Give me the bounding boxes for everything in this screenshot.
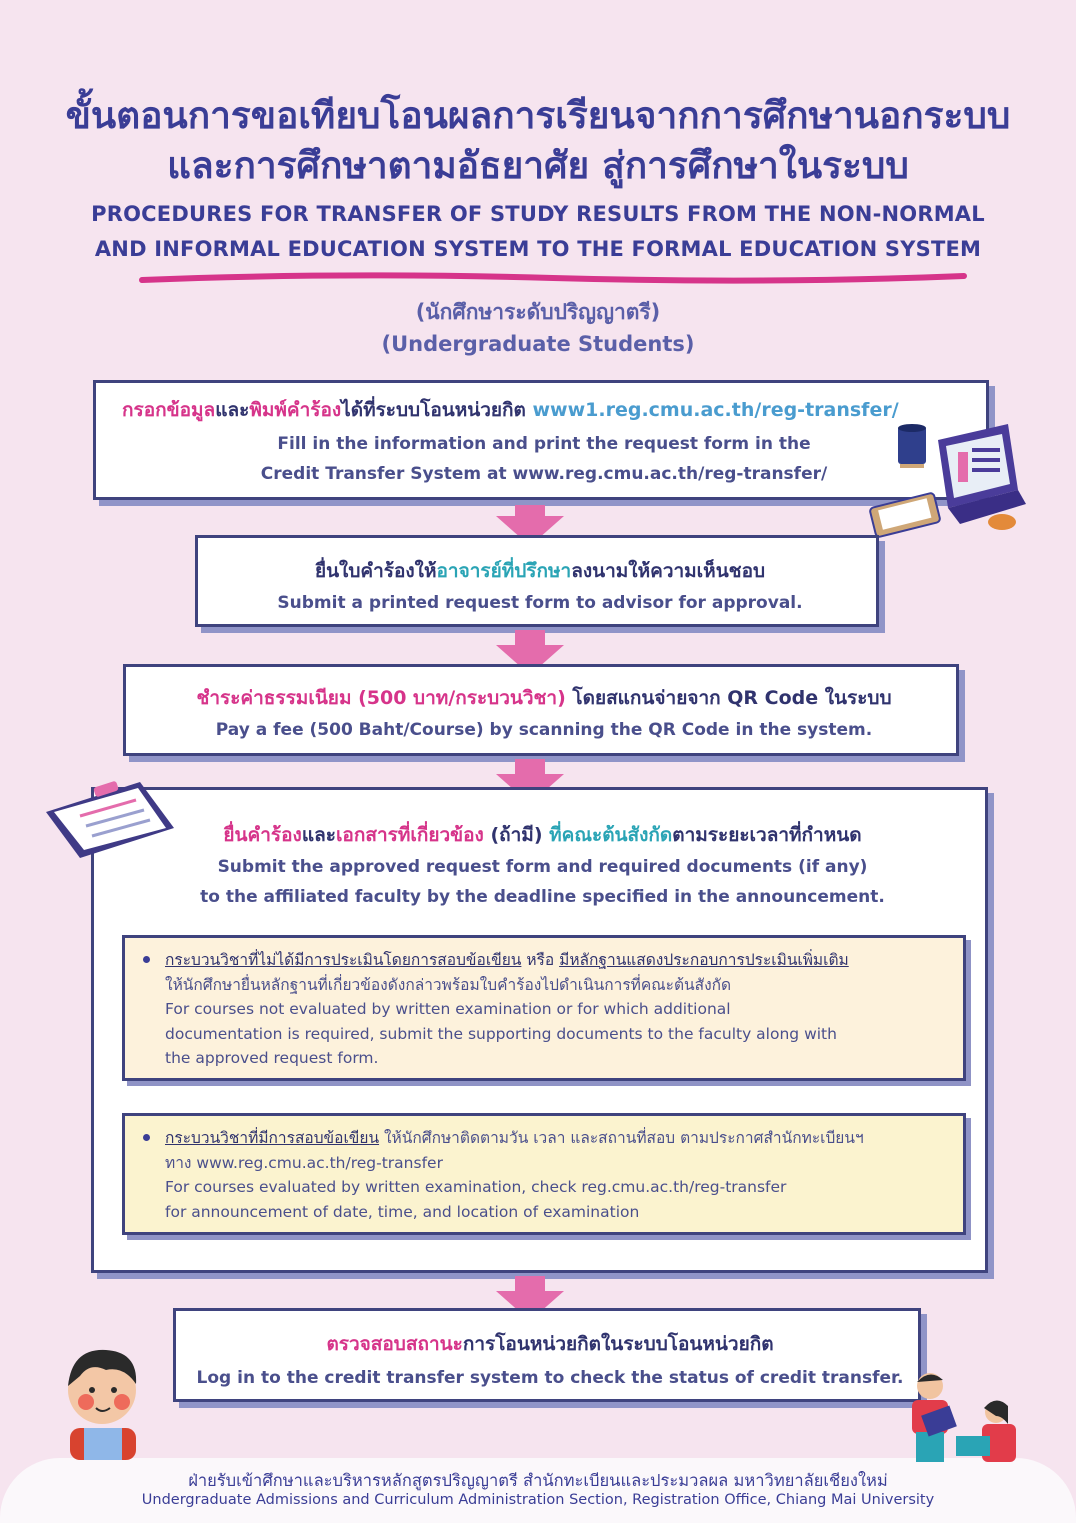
step-4-english-1: Submit the approved request form and required documents (if any) — [217, 857, 868, 877]
step-2-thai — [198, 556, 882, 586]
step-4-if-any: (ถ้ามี) — [483, 824, 550, 846]
child-illustration — [50, 1336, 154, 1460]
step-1-and: และ — [215, 399, 250, 421]
note-2-thai-1: กระบวนวิชาที่มีการสอบข้อเขียน ให้นักศึกษาติดตามวัน เวลา และสถานที่สอบ ตามประกาศสำนักทะเบียนฯ — [165, 1129, 864, 1147]
step-4-and: และ — [301, 824, 336, 846]
step-5-thai — [176, 1329, 924, 1359]
step-4-faculty-text: ที่คณะต้นสังกัด — [549, 824, 673, 846]
note-1-english-2: documentation is required, submit the supporting documents to the faculty along with — [165, 1024, 837, 1043]
note-1-thai-2: ให้นักศึกษายื่นหลักฐานที่เกี่ยวข้องดังกล่าวพร้อมใบคำร้องไปดำเนินการที่คณะต้นสังกัด — [165, 975, 732, 994]
footer-english: Undergraduate Admissions and Curriculum Administration Section, Registration Office, Chiang Mai University — [141, 1492, 935, 1508]
step-4-box — [91, 787, 988, 1273]
step-1-fill-text: กรอกข้อมูล — [122, 399, 216, 421]
clipboard-illustration — [40, 778, 180, 862]
step-1-box — [93, 380, 989, 500]
step-3-box — [123, 664, 959, 756]
note-written-exam — [122, 1113, 966, 1235]
step-4-documents-text: เอกสารที่เกี่ยวข้อง — [335, 824, 484, 846]
step-4-deadline-text: ตามระยะเวลาที่กำหนด — [672, 824, 862, 846]
step-1-url-link[interactable]: www1.reg.cmu.ac.th/reg-transfer/ — [532, 399, 899, 421]
step-4-submit-text: ยื่นคำร้อง — [223, 824, 302, 846]
note-1-english-1: For courses not evaluated by written examination or for which additional — [165, 1000, 731, 1018]
step-5-english: Log in to the credit transfer system to check the status of credit transfer. — [196, 1368, 904, 1388]
note-1-thai-1: กระบวนวิชาที่ไม่ได้มีการประเมินโดยการสอบข้อเขียน หรือ มีหลักฐานแสดงประกอบการประเมินเพิ่มเติม — [165, 951, 849, 969]
step-3-fee-text: ชำระค่าธรรมเนียม (500 บาท/กระบวนวิชา) — [196, 687, 566, 709]
step-5-check-text: ตรวจสอบสถานะ — [326, 1333, 463, 1355]
step-2-box — [195, 535, 879, 627]
bullet-icon — [143, 1134, 150, 1141]
note-non-written-exam — [122, 935, 966, 1081]
step-1-thai — [122, 395, 982, 425]
title-thai-line-1: ขั้นตอนการขอเทียบโอนผลการเรียนจากการศึกษานอกระบบ — [65, 94, 1011, 137]
step-3-qr-text: โดยสแกนจ่ายจาก QR Code ในระบบ — [565, 687, 892, 709]
step-3-english: Pay a fee (500 Baht/Course) by scanning the QR Code in the system. — [215, 720, 873, 740]
note-2-thai-2: ทาง www.reg.cmu.ac.th/reg-transfer — [165, 1153, 443, 1172]
step-5-box — [173, 1308, 921, 1402]
students-illustration — [890, 1366, 1030, 1462]
step-2-advisor-text: อาจารย์ที่ปรึกษา — [436, 560, 572, 582]
step-3-thai — [126, 683, 962, 713]
step-4-thai — [94, 820, 991, 850]
step-2-submit-text: ยื่นใบคำร้องให้ — [314, 560, 437, 582]
note-2-english-2: for announcement of date, time, and location of examination — [165, 1202, 640, 1221]
step-1-english-2: Credit Transfer System at www.reg.cmu.ac.th/reg-transfer/ — [260, 464, 828, 484]
step-1-system-text: ได้ที่ระบบโอนหน่วยกิต — [341, 399, 533, 421]
step-2-approve-text: ลงนามให้ความเห็นชอบ — [571, 560, 766, 582]
title-english-line-2: AND INFORMAL EDUCATION SYSTEM TO THE FORMAL EDUCATION SYSTEM — [94, 237, 982, 261]
title-thai-line-2: และการศึกษาตามอัธยาศัย สู่การศึกษาในระบบ — [167, 144, 909, 187]
step-4-english-2: to the affiliated faculty by the deadline specified in the announcement. — [200, 887, 885, 907]
note-1-english-3: the approved request form. — [165, 1049, 379, 1067]
step-5-system-text: การโอนหน่วยกิตในระบบโอนหน่วยกิต — [462, 1333, 774, 1355]
bullet-icon — [143, 956, 150, 963]
laptop-coffee-illustration — [868, 420, 1028, 538]
title-underline-stroke — [138, 270, 968, 286]
audience-english: (Undergraduate Students) — [381, 332, 695, 356]
step-1-english-1: Fill in the information and print the request form in the — [277, 434, 811, 454]
title-english-line-1: PROCEDURES FOR TRANSFER OF STUDY RESULTS FROM THE NON-NORMAL — [91, 202, 985, 226]
note-2-english-1: For courses evaluated by written examination, check reg.cmu.ac.th/reg-transfer — [165, 1178, 787, 1196]
step-2-english: Submit a printed request form to advisor for approval. — [277, 593, 803, 613]
step-1-print-text: พิมพ์คำร้อง — [249, 399, 342, 421]
audience-thai: (นักศึกษาระดับปริญญาตรี) — [415, 300, 661, 324]
footer-thai: ฝ่ายรับเข้าศึกษาและบริหารหลักสูตรปริญญาตรี สำนักทะเบียนและประมวลผล มหาวิทยาลัยเชียงใหม่ — [188, 1471, 888, 1490]
